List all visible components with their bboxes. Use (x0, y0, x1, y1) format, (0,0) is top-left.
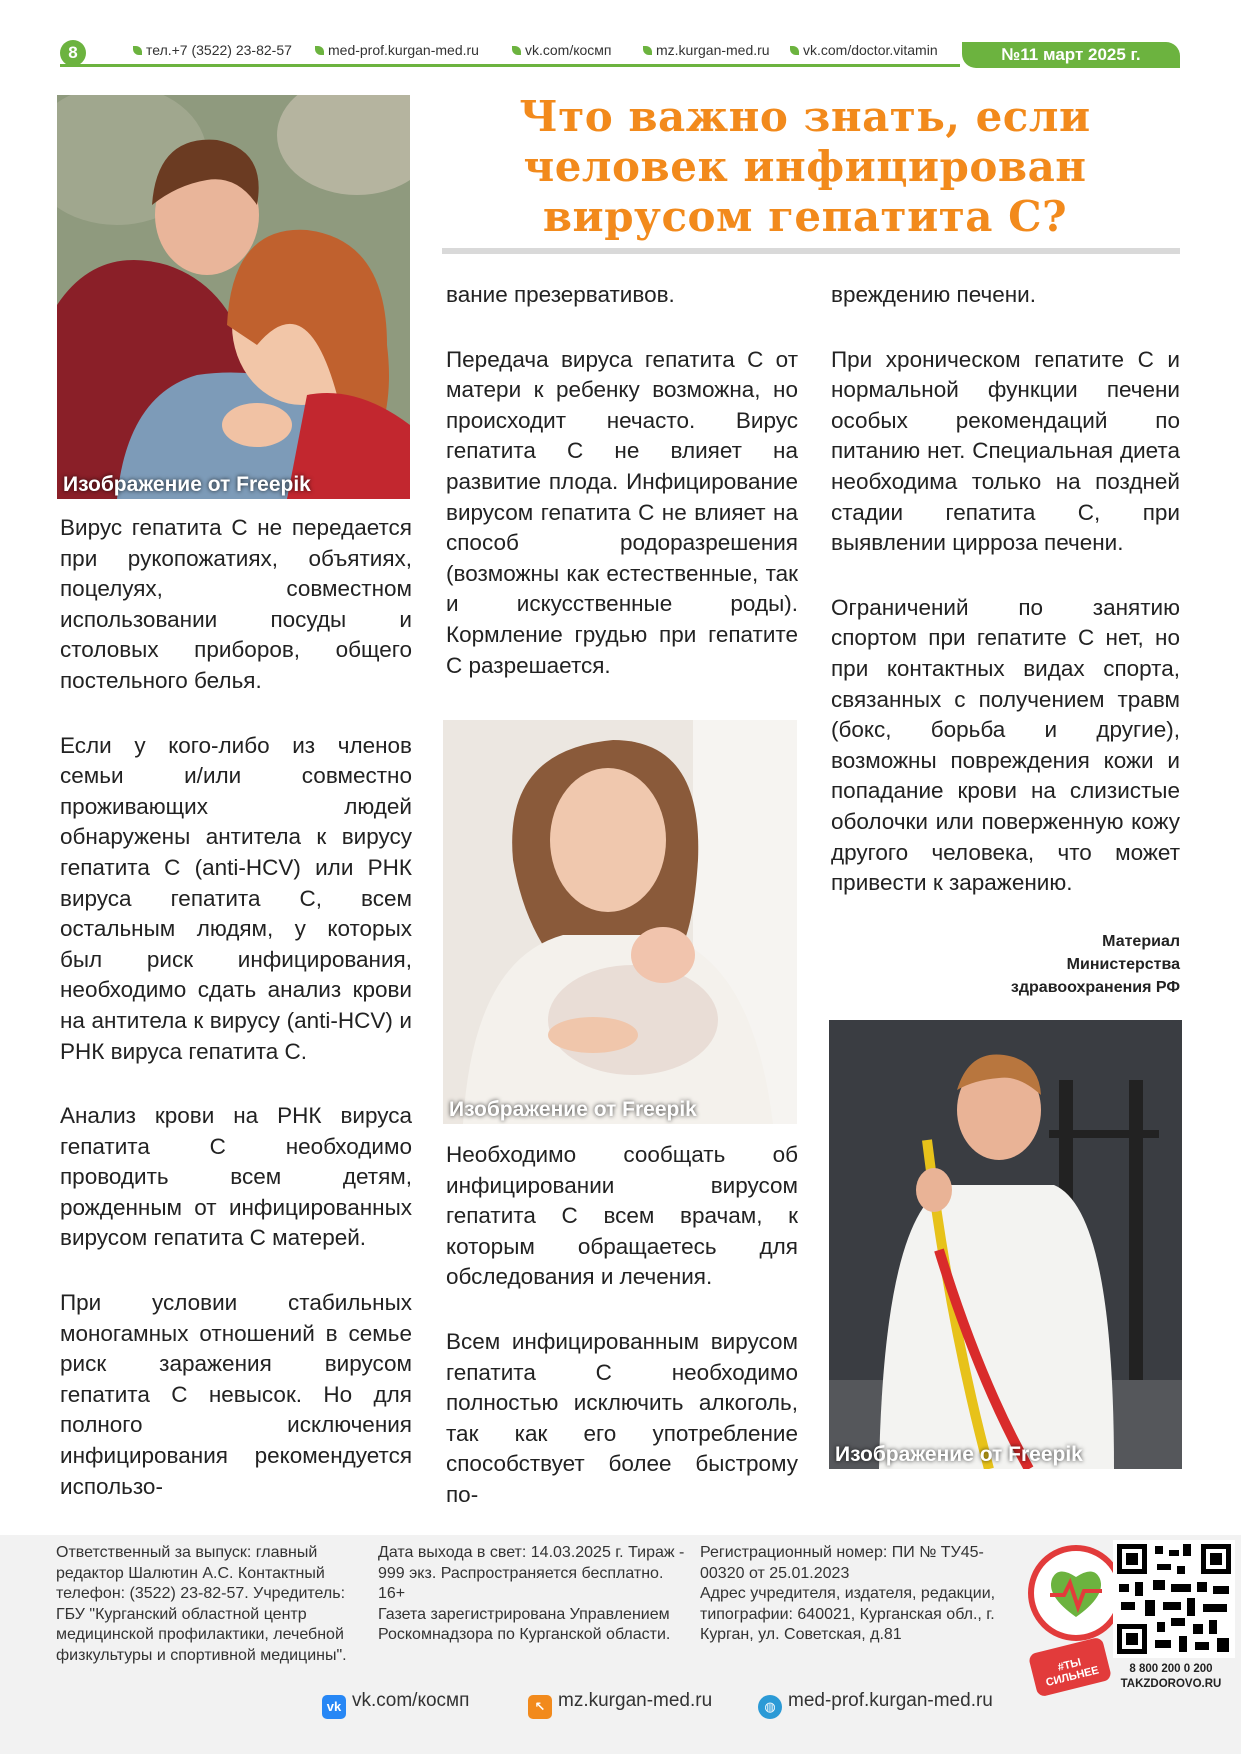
vk-icon: vk (322, 1695, 346, 1719)
footer-link-med-prof[interactable]: ◍ med-prof.kurgan-med.ru (758, 1690, 993, 1719)
paragraph: вание презервативов. (446, 282, 675, 307)
photo-couple (57, 95, 410, 499)
leaf-icon (512, 46, 521, 55)
footer-registration: Регистрационный номер: ПИ № ТУ45-00320 от 25.01.2023 Адрес учредителя, издателя, редакции, типографии: 640021, Курганская обл., г. Курган, ул. Советская, д.81 (700, 1544, 996, 1643)
header-rule (60, 64, 960, 67)
paragraph: Вирус гепатита С не передается при рукопожатиях, объятиях, поцелуях, совместном использовании посуды и столовых приборов, общего постельного белья. (60, 515, 412, 693)
paragraph: Всем инфицированным вирусом гепатита С необходимо полностью исключить алкоголь, так как его употребление способствует более быстрому по- (446, 1328, 798, 1507)
paragraph: Ограничений по занятию спортом при гепатите С нет, но при контактных видах спорта, связанных с получением травм (бокс, борьба и другие), возможны повреждения кожи и попадание крови на слизистые оболочки или поверженную кожу другого человека, что может привести к заражению. (831, 594, 1180, 896)
healthy-lifestyle-logo (1028, 1545, 1124, 1641)
header-link-mz[interactable]: mz.kurgan-med.ru (643, 42, 770, 58)
article-source: Материал Министерства здравоохранения РФ (1010, 933, 1180, 996)
leaf-icon (133, 46, 142, 55)
article-column-3 (831, 280, 1180, 899)
issue-badge: №11 март 2025 г. (962, 42, 1180, 68)
paragraph: Если у кого-либо из членов семьи и/или совместно проживающих людей обнаружены антитела к вирусу гепатита С (anti-HCV) или РНК вируса гепатита С, всем остальным людям, у которых был риск инфицирования, необходимо сдать анализ крови на антитела к вирусу (anti-HCV) и РНК вируса гепатита С. (60, 732, 412, 1064)
footer-link-vk[interactable]: vk vk.com/космп (322, 1690, 469, 1719)
photo-mother-baby-caption: Изображение от Freepik (449, 1098, 697, 1121)
footer-publication-info: Дата выхода в свет: 14.03.2025 г. Тираж - 999 экз. Распространяется бесплатно. 16+ Газета зарегистрирована Управлением Роскомнадзора по Курганской области. (378, 1544, 685, 1643)
hotline-site: TAKZDOROVO.RU (1120, 1678, 1222, 1690)
photo-couple-illustration (57, 95, 410, 499)
qr-code-icon (1113, 1540, 1235, 1658)
paragraph: Необходимо сообщать об инфицировании вирусом гепатита С всем врачам, к которым обращаетесь для обследования и лечения. (446, 1142, 798, 1290)
header-link-doctor-vitamin[interactable]: vk.com/doctor.vitamin (790, 42, 938, 58)
photo-couple-caption: Изображение от Freepik (63, 473, 311, 496)
header-link-vk[interactable]: vk.com/космп (512, 42, 612, 58)
header-phone: тел.+7 (3522) 23-82-57 (133, 42, 292, 58)
qr-code[interactable] (1113, 1540, 1235, 1658)
leaf-icon (643, 46, 652, 55)
photo-mother-baby-illustration (443, 720, 797, 1124)
paragraph: Передача вируса гепатита С от матери к ребенку возможна, но происходит нечасто. Вирус гепатита С не влияет на развитие плода. Инфицирование вирусом гепатита С не влияет на способ родоразрешения (возможны как естественные, так и искусственные роды). Кормление грудью при гепатите С разрешается. (446, 346, 798, 678)
page-number: 8 (60, 40, 86, 66)
paragraph: При хроническом гепатите С и нормальной функции печени особых рекомендаций по питанию нет. Специальная диета необходима только на поздней стадии гепатита С, при выявлении цирроза печени. (831, 346, 1180, 556)
hotline (1104, 1662, 1238, 1692)
leaf-icon (790, 46, 799, 55)
photo-athlete-caption: Изображение от Freepik (835, 1443, 1083, 1466)
cursor-icon: ↖ (528, 1695, 552, 1719)
article-column-2-bottom (446, 1140, 798, 1511)
campaign-badge: #ТЫ СИЛЬНЕЕ (1028, 1636, 1112, 1697)
footer-imprint: Ответственный за выпуск: главный редактор Шалютин А.С. Контактный телефон: (3522) 23-82-57. Учредитель: ГБУ "Курганский областной центр медицинской профилактики, лечебной физкультуры и спортивной медицины". (56, 1544, 347, 1664)
globe-icon: ◍ (758, 1695, 782, 1719)
paragraph: Анализ крови на РНК вируса гепатита С необходимо проводить всем детям, рожденным от инфицированных вирусом гепатита С матерей. (60, 1103, 412, 1251)
article-column-2-top (446, 280, 798, 681)
article-column-1 (60, 513, 412, 1502)
title-divider (442, 248, 1180, 254)
paragraph: вреждению печени. (831, 282, 1036, 307)
hotline-phone: 8 800 200 0 200 (1129, 1663, 1213, 1675)
heart-icon (1034, 1551, 1118, 1635)
leaf-icon (315, 46, 324, 55)
photo-mother-baby (443, 720, 797, 1124)
footer-link-mz[interactable]: ↖ mz.kurgan-med.ru (528, 1690, 712, 1719)
photo-athlete (829, 1020, 1182, 1469)
photo-athlete-illustration (829, 1020, 1182, 1469)
paragraph: При условии стабильных моногамных отношений в семье риск заражения вирусом гепатита С невысок. Но для полного исключения инфицирования рекомендуется использо- (60, 1290, 412, 1499)
header-link-med-prof[interactable]: med-prof.kurgan-med.ru (315, 42, 479, 58)
article-title: Что важно знать, если человек инфицирован вирусом гепатита С? (519, 92, 1091, 241)
